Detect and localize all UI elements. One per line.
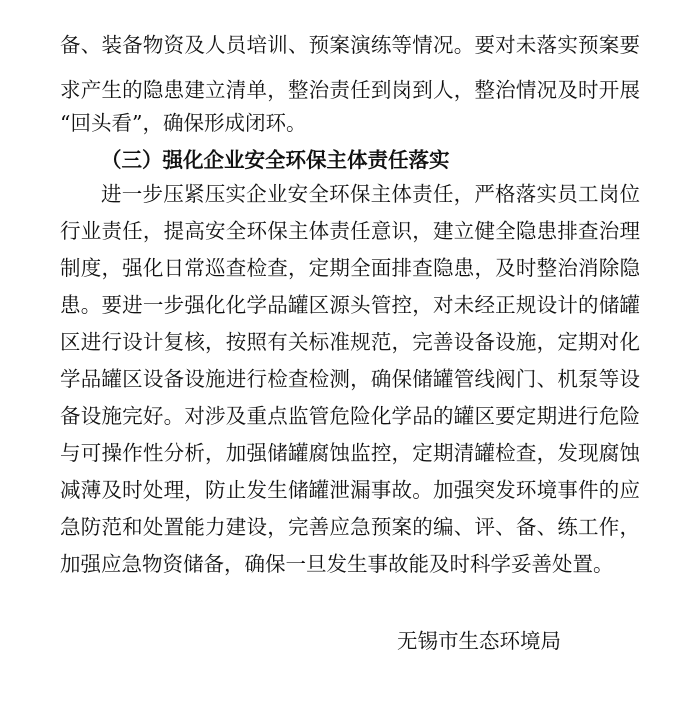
- paragraph-2-line-8: 与可操作性分析，加强储罐腐蚀监控，定期清罐检查，发现腐蚀: [60, 441, 640, 465]
- paragraph-2-line-5: 区进行设计复核，按照有关标准规范，完善设备设施，定期对化: [60, 330, 640, 354]
- paragraph-2-line-4: 患。要进一步强化化学品罐区源头管控，对未经正规设计的储罐: [60, 293, 640, 317]
- paragraph-2-line-7: 备设施完好。对涉及重点监管危险化学品的罐区要定期进行危险: [60, 404, 640, 428]
- issuer-signature: 无锡市生态环境局: [397, 629, 561, 653]
- paragraph-1-line-3: “回头看”，确保形成闭环。: [60, 111, 307, 135]
- paragraph-1-line-2: 求产生的隐患建立清单，整治责任到岗到人，整治情况及时开展: [60, 78, 640, 102]
- paragraph-2-line-2: 行业责任，提高安全环保主体责任意识，建立健全隐患排查治理: [60, 219, 640, 243]
- paragraph-2-line-6: 学品罐区设备设施进行检查检测，确保储罐管线阀门、机泵等设: [60, 367, 640, 391]
- section-heading: （三）强化企业安全环保主体责任落实: [101, 148, 450, 172]
- paragraph-2-line-10: 急防范和处置能力建设，完善应急预案的编、评、备、练工作，: [60, 515, 640, 539]
- paragraph-2-line-11: 加强应急物资储备，确保一旦发生事故能及时科学妥善处置。: [60, 552, 614, 576]
- paragraph-1-line-1: 备、装备物资及人员培训、预案演练等情况。要对未落实预案要: [60, 33, 640, 57]
- paragraph-2-line-1: 进一步压紧压实企业安全环保主体责任，严格落实员工岗位: [101, 182, 640, 206]
- paragraph-2-line-3: 制度，强化日常巡查检查，定期全面排查隐患，及时整治消除隐: [60, 256, 640, 280]
- paragraph-2-line-9: 减薄及时处理，防止发生储罐泄漏事故。加强突发环境事件的应: [60, 478, 640, 502]
